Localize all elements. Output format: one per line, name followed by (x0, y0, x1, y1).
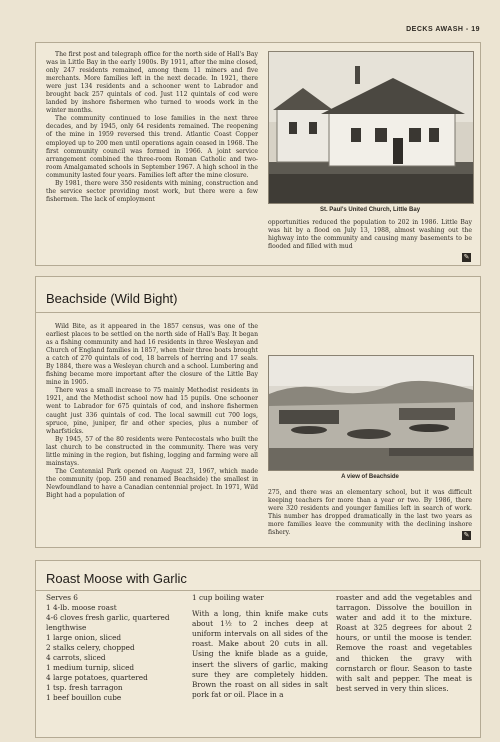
little-bay-column-2 (268, 219, 472, 251)
church-photo-caption: St. Paul's United Church, Little Bay (319, 207, 421, 213)
recipe-box (35, 560, 481, 738)
list-item: 2 stalks celery, chopped (46, 643, 135, 652)
beachside-photo (268, 355, 474, 471)
paragraph: The first post and telegraph office for the north side of Hall's Bay was in Little Bay in the early 1900s. By 1911, after the mine closed, only 247 residents remained, among them 11 miners and five merchants. More families left in the next decade. In 1921, there were just 134 residents and a schooner went to Labrador and brought back 257 quintals of cod. Just 112 quintals of cod were landed by inshore fishermen who turned to woods work in the winter months. (46, 51, 258, 115)
beachside-photo-caption: A view of Beachside (341, 474, 399, 480)
list-item: 1 beef bouillon cube (46, 693, 122, 702)
paragraph: opportunities reduced the population to 202 in 1986. Little Bay was hit by a flood on July 13, 1988, almost washing out the highway into the community and causing many basements to be flooded and filled with mud (268, 219, 472, 251)
method-paragraph: roaster and add the vegetables and tarragon. Dissolve the bouillon in water and add it to the mixture. Roast at 325 degrees for about 2 hours, or until the moose is tender. Remove the roast and vegetables and thicken the gravy with cornstarch or flour. Season to taste with salt and pepper. The meat is best served in very thin slices. (336, 593, 472, 693)
paragraph: Wild Bite, as it appeared in the 1857 census, was one of the earliest places to be settled on the north side of Hall's Bay. It began as a fishing community and had 16 residents in three Wesleyan and Church of England families in 1857, when their three boats brought a catch of 270 quintals of cod, 18 barrels of herring and 17 seals. By 1884, there was a Wesleyan church and a school. Lumbering and fishing became more important after the closure of the Little Bay mine in 1905. (46, 323, 258, 387)
water-ingredient: 1 cup boiling water (192, 593, 264, 602)
list-item: 4 large potatoes, quartered (46, 673, 148, 682)
paragraph: The community continued to lose families in the next three decades, and by 1945, only 64 residents remained. The reopening of the mine in 1959 reversed this trend. Atlantic Coast Copper employed up to 200 men until operations again ceased in 1968. The first community council was formed in 1966. A joint service arrangement combined the three-room Roman Catholic and two-room Amalgamated schools in September 1967. A high school in the community lasted four years. Families left after the mine closure. (46, 115, 258, 179)
end-of-article-icon: ✎ (463, 253, 470, 261)
ingredients-list (46, 593, 184, 703)
page-header: DECKS AWASH - 19 (406, 26, 480, 33)
paragraph: The Centennial Park opened on August 23, 1967, which made the community (pop. 250 and renamed Beachside) the smallest in Newfoundland to have a Canadian centennial project. In 1971, Wild Bight had a population of (46, 467, 258, 499)
title-divider (36, 590, 480, 591)
little-bay-column-1 (46, 51, 258, 204)
recipe-title: Roast Moose with Garlic (46, 571, 187, 586)
paragraph: There was a small increase to 75 mainly Methodist residents in 1921, and the Methodist school now had 15 pupils. One schooner went to Labrador for 675 quintals of cod, and inshore fishermen caught just 336 quintals of cod. The local sawmill cut 700 logs, spruce, pine, juniper, fir and other species, plus a number of wharfsticks. (46, 387, 258, 435)
church-photo (268, 51, 474, 204)
beachside-article (35, 276, 481, 548)
list-item: 1 medium turnip, sliced (46, 663, 135, 672)
paragraph: By 1945, 57 of the 80 residents were Pentecostals who built the last church to be constructed in the community. There was very little mining in the region, but fishing, logging and farming were all mainstays. (46, 435, 258, 467)
list-item: 4 carrots, sliced (46, 653, 106, 662)
beachside-title: Beachside (Wild Bight) (46, 291, 178, 306)
list-item: 4-6 cloves fresh garlic, quartered (46, 613, 170, 622)
list-item: 1 tsp. fresh tarragon (46, 683, 123, 692)
title-divider (36, 312, 480, 313)
recipe-method-column-2 (336, 593, 472, 694)
little-bay-article (35, 42, 481, 266)
paragraph: By 1981, there were 350 residents with mining, construction and the service sector providing most work, but there were a few fishermen. The lack of employment (46, 179, 258, 203)
recipe-method-column-1 (192, 593, 328, 700)
list-item: 1 4-lb. moose roast (46, 603, 117, 612)
beachside-column-2 (268, 489, 472, 537)
list-item: Serves 6 (46, 593, 78, 602)
list-item: 1 large onion, sliced (46, 633, 122, 642)
end-of-article-icon: ✎ (463, 531, 470, 539)
list-item: lengthwise (46, 623, 87, 632)
beachside-column-1 (46, 323, 258, 500)
method-paragraph: With a long, thin knife make cuts about 1½ to 2 inches deep at uniform intervals on all sides of the roast. Make about 20 cuts in all. Using the knife blade as a guide, insert the slivers of garlic, making sure they are completely hidden. Brown the roast on all sides in salt pork fat or oil. Place in a (192, 609, 328, 699)
paragraph: 275, and there was an elementary school, but it was difficult keeping teachers for more than a year or two. By 1986, there were 320 residents and younger families left in search of work. This number has dropped dramatically in the last two years as more families leave the community with the declining inshore fishery. (268, 489, 472, 537)
